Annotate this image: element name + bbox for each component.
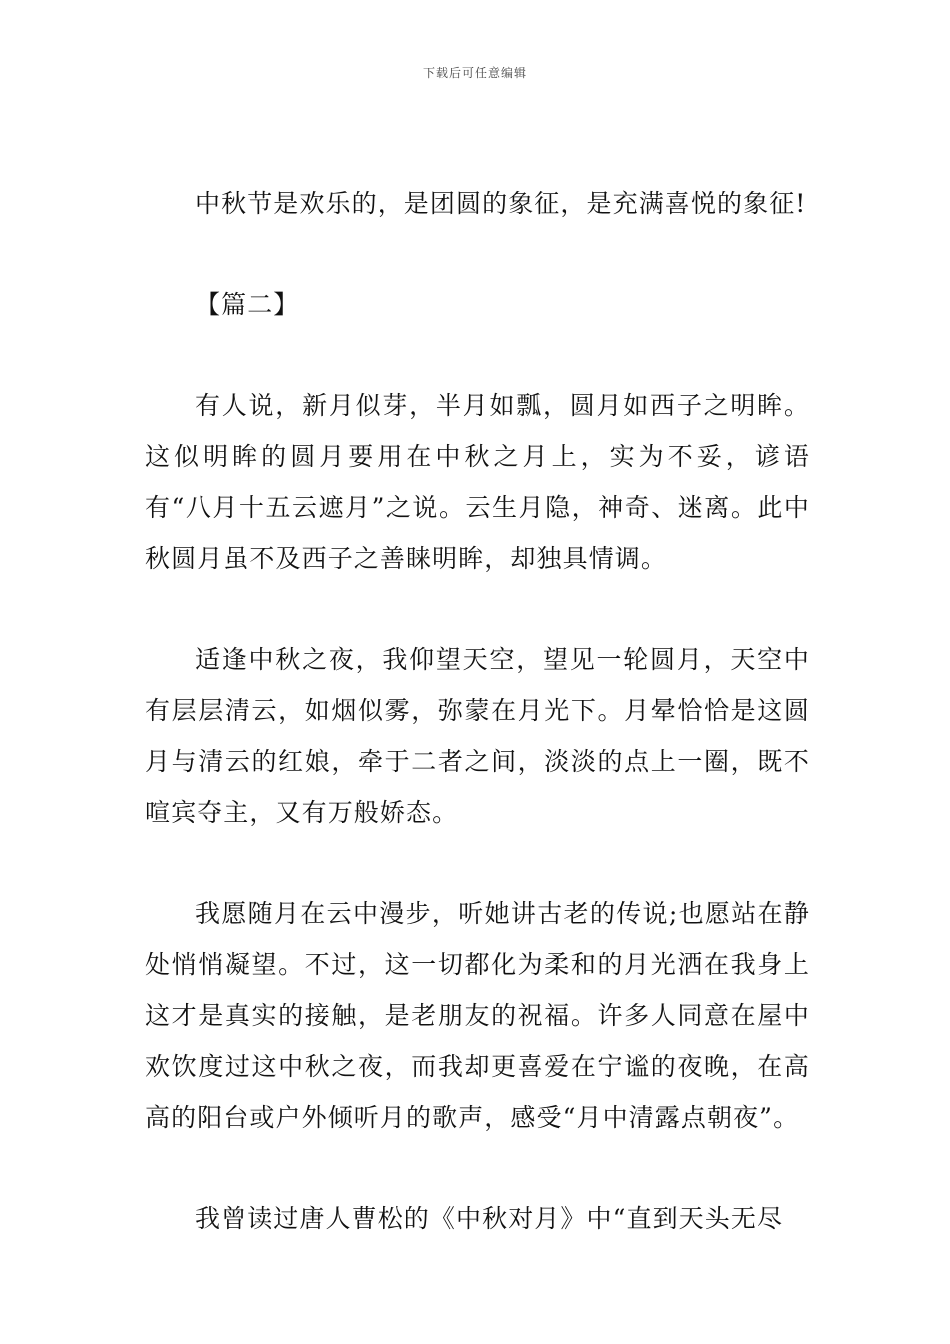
section-heading: 【篇二】 [195, 290, 300, 319]
paragraph-5: 我曾读过唐人曹松的《中秋对月》中“直到天头无尽 [195, 1204, 784, 1233]
document-body [145, 178, 810, 1294]
paragraph-2: 有人说，新月似芽，半月如瓢，圆月如西子之明眸。这似明眸的圆月要用在中秋之月上，实为不妥，谚语有“八月十五云遮月”之说。云生月隐，神奇、迷离。此中秋圆月虽不及西子之善睐明眸，却独具情调。 [145, 391, 810, 573]
paragraph-4: 我愿随月在云中漫步，听她讲古老的传说;也愿站在静处悄悄凝望。不过，这一切都化为柔和的月光洒在我身上这才是真实的接触，是老朋友的祝福。许多人同意在屋中欢饮度过这中秋之夜，而我却更喜爱在宁谧的夜晚，在高高的阳台或户外倾听月的歌声，感受“月中清露点朝夜”。 [145, 899, 810, 1132]
paragraph-1: 中秋节是欢乐的，是团圆的象征，是充满喜悦的象征! [195, 189, 807, 218]
page-header: 下载后可任意编辑 [422, 66, 527, 80]
paragraph-3: 适逢中秋之夜，我仰望天空，望见一轮圆月，天空中有层层清云，如烟似雾，弥蒙在月光下。月晕恰恰是这圆月与清云的红娘，牵于二者之间，淡淡的点上一圈，既不喧宾夺主，又有万般娇态。 [145, 645, 810, 827]
